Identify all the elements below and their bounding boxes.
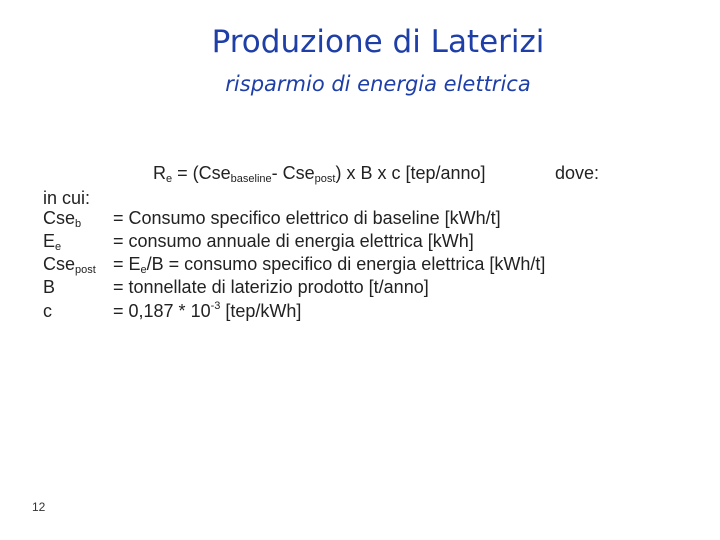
definition-symbol: $E_e$ [43, 231, 62, 253]
formula-part-1: = (Cse [172, 163, 231, 183]
formula-part-2: - Cse [271, 163, 315, 183]
formula-sub-post: post [314, 173, 336, 185]
definition-text: = Consumo specifico elettrico di baseline [kWh/t] [113, 208, 501, 228]
definition-text: = tonnellate di laterizio prodotto [t/anno] [113, 277, 429, 297]
formula-sub-baseline: baseline [230, 173, 272, 185]
slide-subtitle: risparmio di energia elettrica [225, 72, 531, 96]
definition-symbol: Cse$_b$ [43, 208, 82, 230]
in-cui-label: in cui: [43, 188, 91, 208]
main-formula [153, 160, 486, 186]
definition-text: = $0,187 * 10^{-3}$ [tep/kWh] [113, 300, 302, 321]
dove-label: dove: [555, 163, 600, 183]
definition-text: = $E_e/B$ = consumo specifico di energia elettrica [kWh/t] [113, 254, 546, 276]
definition-text: = consumo annuale di energia elettrica [kWh] [113, 231, 474, 251]
definition-symbol: B [43, 277, 56, 297]
formula-lhs: R [153, 163, 166, 183]
formula-lhs-sub: e [166, 173, 173, 185]
definition-symbol: Cse$_{post}$ [43, 254, 96, 276]
page-number: 12 [32, 500, 46, 514]
formula-part-3: ) x B x c [tep/anno] [335, 163, 486, 183]
definition-symbol: c [43, 301, 52, 321]
slide-title: Produzione di Laterizi [211, 24, 545, 60]
